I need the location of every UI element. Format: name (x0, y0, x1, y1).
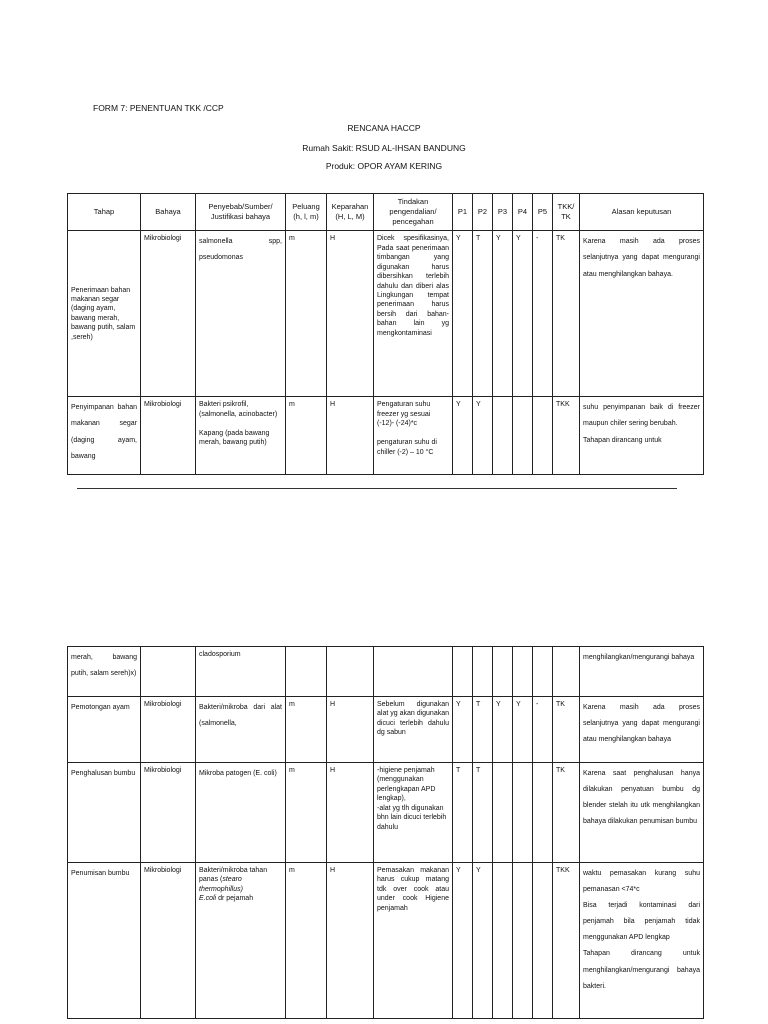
table-row (68, 647, 704, 697)
cell-tkk: TK (553, 231, 580, 397)
table-row (68, 863, 704, 1019)
col-header-p1: P1 (453, 194, 473, 231)
col-header-penyebab: Penyebab/Sumber/ Justifikasi bahaya (196, 194, 286, 231)
cell-bahaya: Mikrobiologi (141, 231, 196, 397)
cell-penyebab: Mikroba patogen (E. coli) (196, 763, 286, 863)
cell-p5 (533, 863, 553, 1019)
product-name: Produk: OPOR AYAM KERING (325, 161, 443, 171)
cell-p5 (533, 647, 553, 697)
col-header-keparahan: Keparahan (H, L, M) (327, 194, 374, 231)
cell-p3 (493, 647, 513, 697)
cell-peluang: m (286, 397, 327, 475)
cell-keparahan: H (327, 863, 374, 1019)
cell-tahap: Pemotongan ayam (68, 697, 141, 763)
cell-tindakan: Pemasakan makanan harus cukup matang tdk over cook atau under cook Higiene penjamah (374, 863, 453, 1019)
cell-tahap: merah, bawang putih, salam sereh)x) (68, 647, 141, 697)
col-header-p5: P5 (533, 194, 553, 231)
cell-tindakan (374, 647, 453, 697)
cell-tahap: Penghalusan bumbu (68, 763, 141, 863)
cell-penyebab: cladosporium (196, 647, 286, 697)
col-header-bahaya: Bahaya (141, 194, 196, 231)
cell-keparahan: H (327, 763, 374, 863)
cell-penyebab (196, 863, 286, 1019)
table-row (68, 697, 704, 763)
cell-p2 (473, 647, 493, 697)
cell-peluang: m (286, 863, 327, 1019)
cell-tindakan: Pengaturan suhu freezer yg sesuai (-12)- (-24)*c pengaturan suhu di chiller (-2) – 10 °C (374, 397, 453, 475)
table-row (68, 231, 704, 397)
cell-p5 (533, 763, 553, 863)
cell-p4: Y (513, 231, 533, 397)
cell-p5: - (533, 697, 553, 763)
cell-p2: Y (473, 397, 493, 475)
cell-p1: T (453, 763, 473, 863)
cell-keparahan: H (327, 231, 374, 397)
cell-p5: - (533, 231, 553, 397)
cell-alasan: Karena masih ada proses selanjutnya yang dapat mengurangi atau menghilangkan bahaya. (580, 231, 704, 397)
cell-alasan: suhu penyimpanan baik di freezer maupun chiler sering berubah. Tahapan dirancang untuk (580, 397, 704, 475)
col-header-p3: P3 (493, 194, 513, 231)
cell-penyebab: Bakteri/mikroba dari alat (salmonella, (196, 697, 286, 763)
cell-p3 (493, 763, 513, 863)
penyebab-organism-2: E.coli (199, 895, 217, 903)
plan-title: RENCANA HACCP (347, 123, 421, 133)
penyebab-text-2: dr pejamah (216, 895, 254, 903)
cell-p4 (513, 863, 533, 1019)
table-row (68, 397, 704, 475)
cell-peluang (286, 647, 327, 697)
cell-bahaya: Mikrobiologi (141, 763, 196, 863)
col-header-tindakan: Tindakan pengendalian/ pencegahan (374, 194, 453, 231)
cell-keparahan: H (327, 397, 374, 475)
cell-keparahan (327, 647, 374, 697)
cell-p1: Y (453, 697, 473, 763)
cell-p4 (513, 763, 533, 863)
penyebab-text: Bakteri/mikroba tahan panas ( (199, 867, 268, 884)
cell-alasan: Karena masih ada proses selanjutnya yang dapat mengurangi atau menghilangkan bahaya (580, 697, 704, 763)
cell-p2: T (473, 231, 493, 397)
cell-tindakan: Sebelum digunakan alat yg akan digunakan dicuci terlebih dahulu dg sabun (374, 697, 453, 763)
col-header-tkk: TKK/ TK (553, 194, 580, 231)
cell-keparahan: H (327, 697, 374, 763)
col-header-p4: P4 (513, 194, 533, 231)
haccp-table-page-1 (67, 193, 704, 475)
col-header-alasan: Alasan keputusan (580, 194, 704, 231)
col-header-p2: P2 (473, 194, 493, 231)
cell-p3: Y (493, 697, 513, 763)
hospital-name: Rumah Sakit: RSUD AL-IHSAN BANDUNG (302, 143, 466, 153)
haccp-table-page-2 (67, 646, 704, 1019)
cell-p3 (493, 397, 513, 475)
cell-p1 (453, 647, 473, 697)
cell-peluang: m (286, 697, 327, 763)
cell-tindakan: Dicek spesifikasinya, Pada saat penerimaan timbangan yang digunakan harus dibersihkan terlebih dahulu dan diberi alas Lingkungan tempat penerimaan harus bersih dari bahan-bahan lain yg mengkontaminasi (374, 231, 453, 397)
cell-tkk (553, 647, 580, 697)
cell-bahaya: Mikrobiologi (141, 863, 196, 1019)
cell-tahap: Penumisan bumbu (68, 863, 141, 1019)
cell-alasan: Karena saat penghalusan hanya dilakukan penyatuan bumbu dg blender stelah itu utk menghilangkan bahaya dilakukan penumisan bumbu (580, 763, 704, 863)
cell-tindakan: -higiene penjamah (menggunakan perlengkapan APD lengkap), -alat yg tlh digunakan bhn lain dicuci terlebih dahulu (374, 763, 453, 863)
cell-penyebab: Bakteri psikrofil, (salmonella, acinobacter) Kapang (pada bawang merah, bawang putih) (196, 397, 286, 475)
cell-p4: Y (513, 697, 533, 763)
form-title: FORM 7: PENENTUAN TKK /CCP (93, 103, 224, 113)
cell-bahaya: Mikrobiologi (141, 697, 196, 763)
cell-tkk: TKK (553, 863, 580, 1019)
cell-tkk: TKK (553, 397, 580, 475)
table-row (68, 763, 704, 863)
cell-peluang: m (286, 231, 327, 397)
cell-bahaya: Mikrobiologi (141, 397, 196, 475)
page-break-line (77, 488, 677, 489)
cell-alasan: menghilangkan/mengurangi bahaya (580, 647, 704, 697)
cell-p4 (513, 397, 533, 475)
cell-penyebab: salmonella spp, pseudomonas (196, 231, 286, 397)
cell-p3: Y (493, 231, 513, 397)
penyebab-organism: stearo thermophillus) (199, 876, 243, 893)
cell-tahap: Penerimaan bahan makanan segar (daging ayam, bawang merah, bawang putih, salam ,sereh) (68, 231, 141, 397)
col-header-tahap: Tahap (68, 194, 141, 231)
cell-p1: Y (453, 863, 473, 1019)
cell-tkk: TK (553, 697, 580, 763)
cell-tkk: TK (553, 763, 580, 863)
cell-p5 (533, 397, 553, 475)
cell-p2: Y (473, 863, 493, 1019)
cell-bahaya (141, 647, 196, 697)
cell-alasan: waktu pemasakan kurang suhu pemanasan <74*c Bisa terjadi kontaminasi dari penjamah bila penjamah tidak menggunakan APD lengkap Tahapan dirancang untuk menghilangkan/mengurangi bahaya bakteri. (580, 863, 704, 1019)
cell-p2: T (473, 697, 493, 763)
cell-peluang: m (286, 763, 327, 863)
cell-p2: T (473, 763, 493, 863)
cell-p1: Y (453, 397, 473, 475)
col-header-peluang: Peluang (h, l, m) (286, 194, 327, 231)
cell-tahap: Penyimpanan bahan makanan segar (daging ayam, bawang (68, 397, 141, 475)
cell-p1: Y (453, 231, 473, 397)
cell-p3 (493, 863, 513, 1019)
table-header-row (68, 194, 704, 231)
cell-p4 (513, 647, 533, 697)
